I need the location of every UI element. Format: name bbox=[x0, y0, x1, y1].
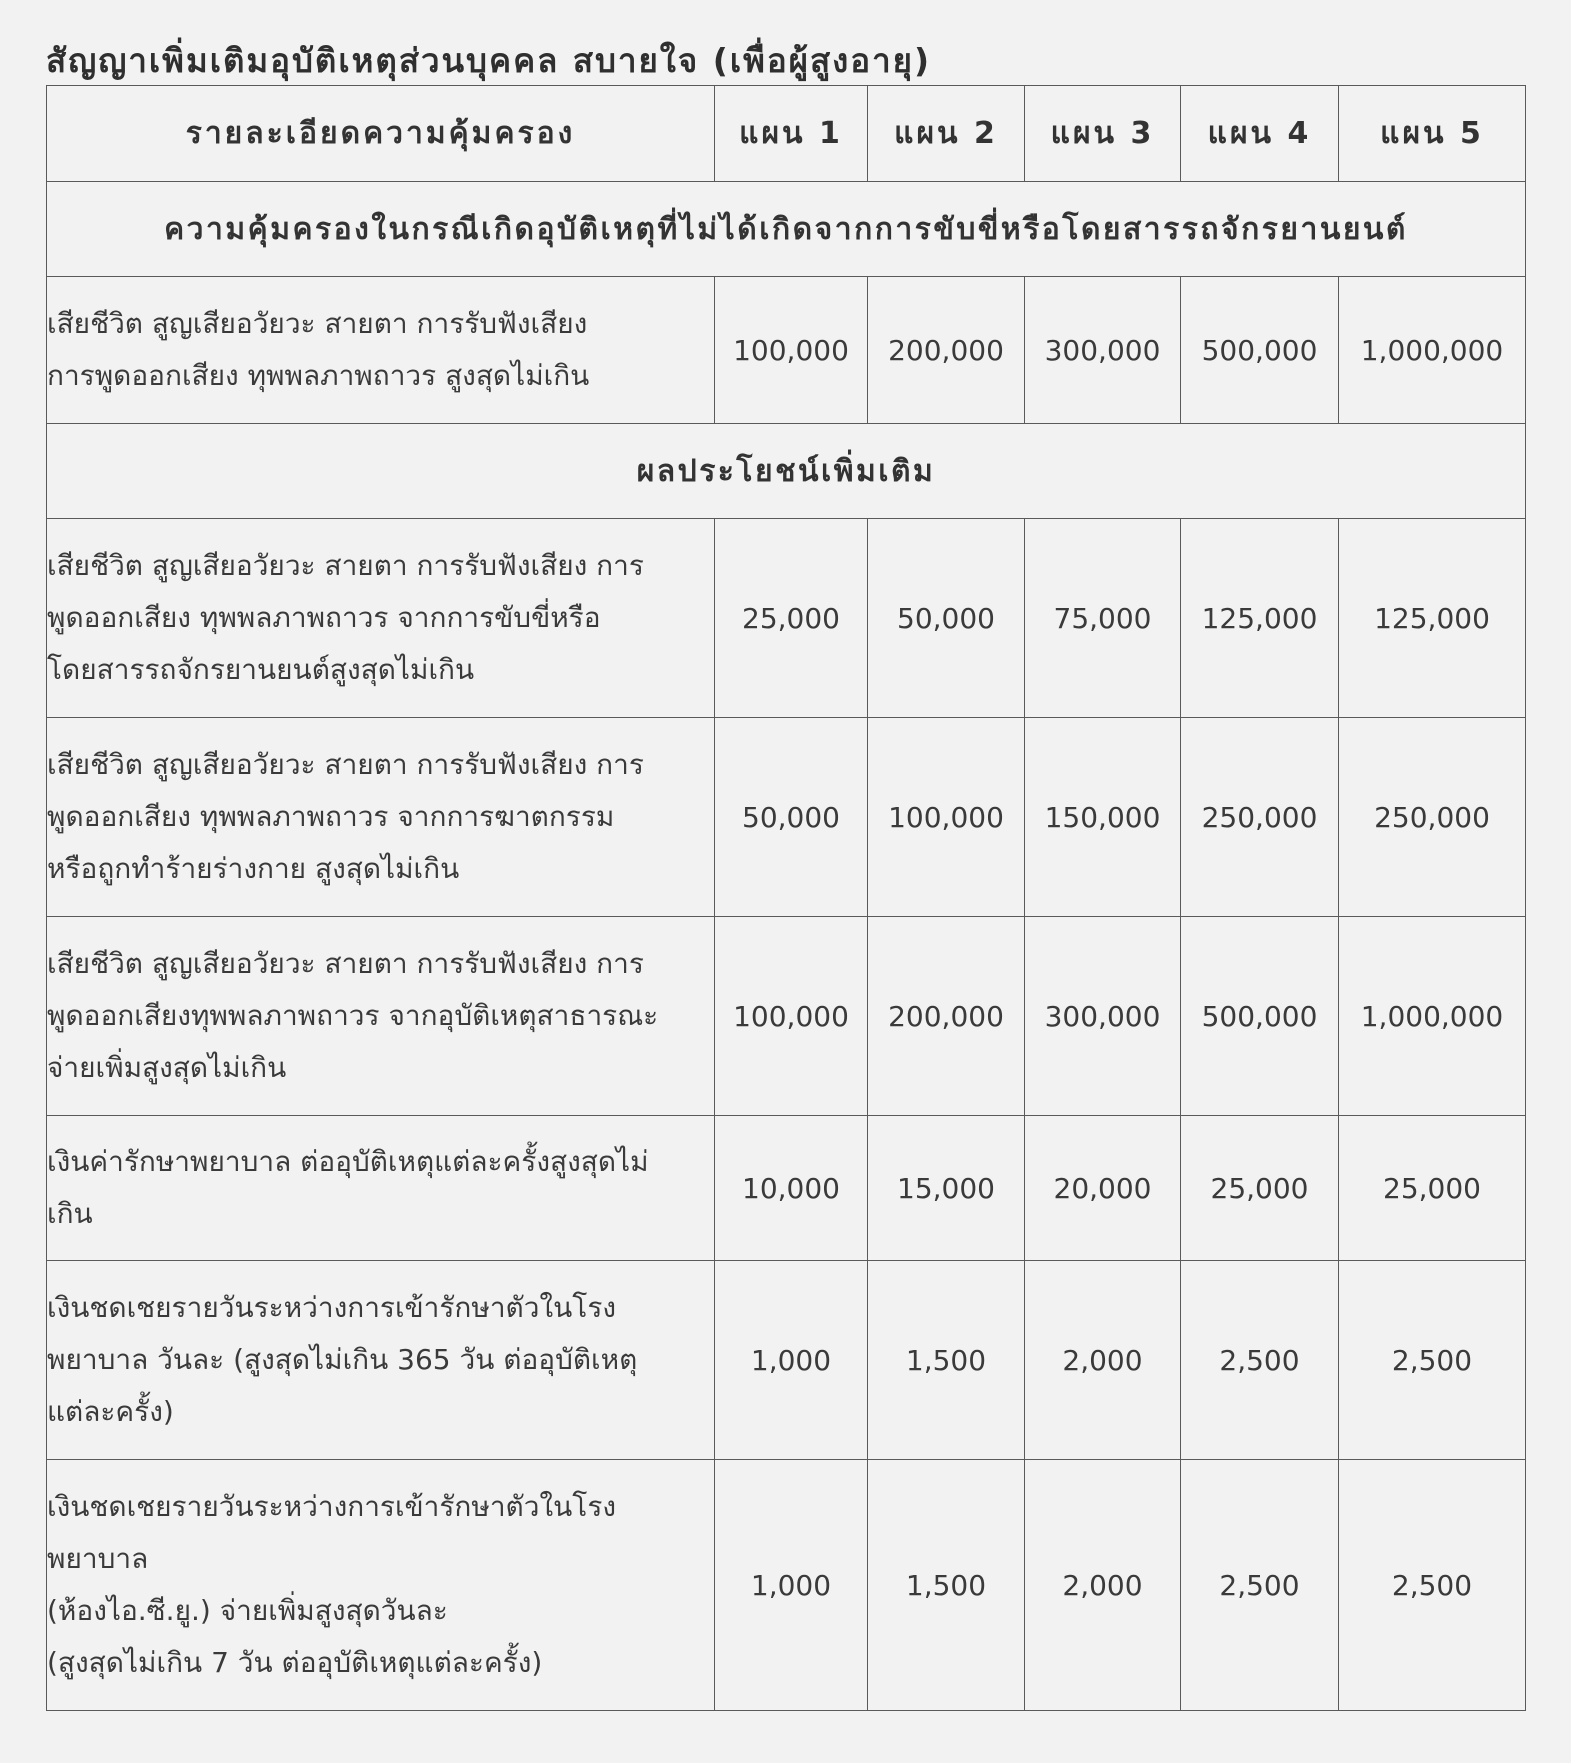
table-row bbox=[47, 1261, 1526, 1460]
row-description: เงินชดเชยรายวันระหว่างการเข้ารักษาตัวในโรง พยาบาล (ห้องไอ.ซี.ยู.) จ่ายเพิ่มสูงสุดวันละ (สูงสุดไม่เกิน 7 วัน ต่ออุบัติเหตุแต่ละครั้ง) bbox=[47, 1460, 715, 1711]
header-coverage-details: รายละเอียดความคุ้มครอง bbox=[47, 86, 715, 182]
plan-5-value: 1,000,000 bbox=[1339, 917, 1526, 1116]
plan-4-value: 2,500 bbox=[1181, 1460, 1339, 1711]
coverage-table bbox=[46, 85, 1526, 1711]
plan-3-value: 75,000 bbox=[1025, 519, 1181, 718]
plan-5-value: 1,000,000 bbox=[1339, 277, 1526, 424]
plan-4-value: 500,000 bbox=[1181, 917, 1339, 1116]
plan-2-value: 200,000 bbox=[868, 917, 1025, 1116]
section-row bbox=[47, 424, 1526, 519]
header-plan-2: แผน 2 bbox=[868, 86, 1025, 182]
row-description: เสียชีวิต สูญเสียอวัยวะ สายตา การรับฟังเสียง การพูดออกเสียง ทุพพลภาพถาวร สูงสุดไม่เกิน bbox=[47, 277, 715, 424]
plan-1-value: 100,000 bbox=[715, 917, 868, 1116]
header-plan-4: แผน 4 bbox=[1181, 86, 1339, 182]
plan-5-value: 250,000 bbox=[1339, 718, 1526, 917]
section-title-accident-coverage: ความคุ้มครองในกรณีเกิดอุบัติเหตุที่ไม่ได้เกิดจากการขับขี่หรือโดยสารรถจักรยานยนต์ bbox=[47, 182, 1526, 277]
plan-1-value: 1,000 bbox=[715, 1460, 868, 1711]
row-description: เสียชีวิต สูญเสียอวัยวะ สายตา การรับฟังเสียง การ พูดออกเสียง ทุพพลภาพถาวร จากการฆาตกรรม หรือถูกทำร้ายร่างกาย สูงสุดไม่เกิน bbox=[47, 718, 715, 917]
plan-5-value: 125,000 bbox=[1339, 519, 1526, 718]
header-plan-3: แผน 3 bbox=[1025, 86, 1181, 182]
plan-3-value: 300,000 bbox=[1025, 277, 1181, 424]
plan-5-value: 2,500 bbox=[1339, 1460, 1526, 1711]
plan-2-value: 1,500 bbox=[868, 1261, 1025, 1460]
section-title-additional-benefits: ผลประโยชน์เพิ่มเติม bbox=[47, 424, 1526, 519]
header-plan-1: แผน 1 bbox=[715, 86, 868, 182]
row-description: เงินชดเชยรายวันระหว่างการเข้ารักษาตัวในโรง พยาบาล วันละ (สูงสุดไม่เกิน 365 วัน ต่ออุบัติเหตุ แต่ละครั้ง) bbox=[47, 1261, 715, 1460]
plan-4-value: 500,000 bbox=[1181, 277, 1339, 424]
plan-4-value: 2,500 bbox=[1181, 1261, 1339, 1460]
plan-1-value: 1,000 bbox=[715, 1261, 868, 1460]
plan-3-value: 150,000 bbox=[1025, 718, 1181, 917]
plan-2-value: 1,500 bbox=[868, 1460, 1025, 1711]
table-header-row bbox=[47, 86, 1526, 182]
plan-5-value: 2,500 bbox=[1339, 1261, 1526, 1460]
table-row bbox=[47, 519, 1526, 718]
row-description: เงินค่ารักษาพยาบาล ต่ออุบัติเหตุแต่ละครั้งสูงสุดไม่ เกิน bbox=[47, 1116, 715, 1261]
plan-1-value: 25,000 bbox=[715, 519, 868, 718]
plan-1-value: 50,000 bbox=[715, 718, 868, 917]
table-row bbox=[47, 718, 1526, 917]
plan-3-value: 2,000 bbox=[1025, 1460, 1181, 1711]
plan-4-value: 25,000 bbox=[1181, 1116, 1339, 1261]
table-row bbox=[47, 1460, 1526, 1711]
plan-2-value: 100,000 bbox=[868, 718, 1025, 917]
plan-2-value: 15,000 bbox=[868, 1116, 1025, 1261]
header-plan-5: แผน 5 bbox=[1339, 86, 1526, 182]
plan-3-value: 2,000 bbox=[1025, 1261, 1181, 1460]
table-row bbox=[47, 277, 1526, 424]
plan-1-value: 10,000 bbox=[715, 1116, 868, 1261]
page-title: สัญญาเพิ่มเติมอุบัติเหตุส่วนบุคคล สบายใจ (เพื่อผู้สูงอายุ) bbox=[46, 41, 932, 80]
row-description: เสียชีวิต สูญเสียอวัยวะ สายตา การรับฟังเสียง การ พูดออกเสียงทุพพลภาพถาวร จากอุบัติเหตุสาธารณะ จ่ายเพิ่มสูงสุดไม่เกิน bbox=[47, 917, 715, 1116]
plan-4-value: 125,000 bbox=[1181, 519, 1339, 718]
plan-5-value: 25,000 bbox=[1339, 1116, 1526, 1261]
table-row bbox=[47, 1116, 1526, 1261]
row-description: เสียชีวิต สูญเสียอวัยวะ สายตา การรับฟังเสียง การ พูดออกเสียง ทุพพลภาพถาวร จากการขับขี่หรือ โดยสารรถจักรยานยนต์สูงสุดไม่เกิน bbox=[47, 519, 715, 718]
table-row bbox=[47, 917, 1526, 1116]
plan-3-value: 300,000 bbox=[1025, 917, 1181, 1116]
plan-2-value: 200,000 bbox=[868, 277, 1025, 424]
plan-2-value: 50,000 bbox=[868, 519, 1025, 718]
section-row bbox=[47, 182, 1526, 277]
plan-4-value: 250,000 bbox=[1181, 718, 1339, 917]
plan-3-value: 20,000 bbox=[1025, 1116, 1181, 1261]
plan-1-value: 100,000 bbox=[715, 277, 868, 424]
